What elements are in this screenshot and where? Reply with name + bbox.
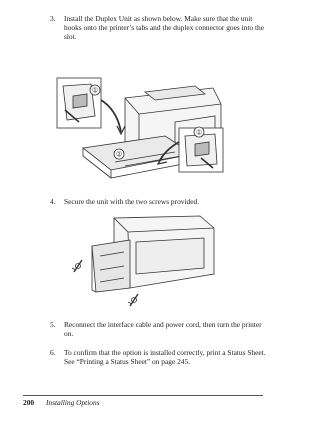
step-text: Reconnect the interface cable and power cord, then turn the printer on. xyxy=(64,320,262,339)
section-title: Installing Options xyxy=(45,398,100,407)
secure-screws-figure xyxy=(70,212,220,312)
page-number: 200 xyxy=(23,398,35,407)
step-text: To confirm that the option is installed correctly, print a Status Sheet. See “Printing a Status Sheet” on page 245. xyxy=(64,348,266,367)
callout-label: ① xyxy=(195,128,203,137)
step-5 xyxy=(50,320,268,338)
step-text: Install the Duplex Unit as shown below. Make sure that the unit hooks onto the printer’s tabs and the duplex connector goes into the slot. xyxy=(64,14,264,42)
duplex-install-figure xyxy=(55,70,225,190)
page-footer xyxy=(23,398,100,407)
step-6 xyxy=(50,348,268,366)
callout-label: ② xyxy=(115,150,123,159)
step-number: 4. xyxy=(50,197,56,206)
step-number: 3. xyxy=(50,14,56,23)
callout-label: ① xyxy=(91,86,99,95)
step-number: 5. xyxy=(50,320,56,329)
step-3 xyxy=(50,14,268,42)
step-4 xyxy=(50,197,268,206)
step-text: Secure the unit with the two screws provided. xyxy=(64,197,200,206)
footer-rule xyxy=(23,395,263,396)
step-number: 6. xyxy=(50,348,56,357)
